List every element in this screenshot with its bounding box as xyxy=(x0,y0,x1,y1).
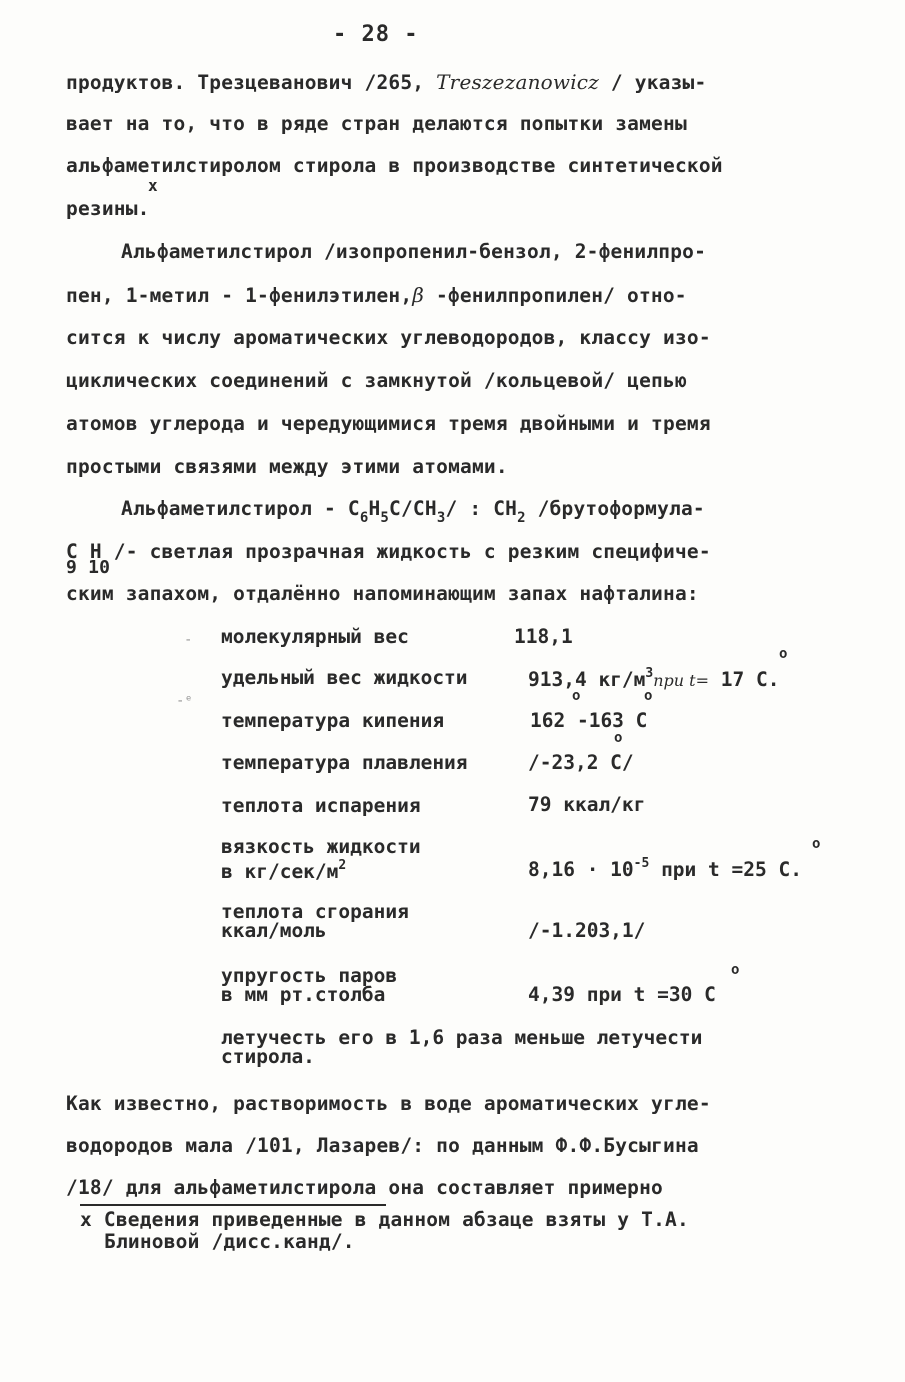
visc-label-2-text: в кг/сек/м xyxy=(221,860,339,883)
formula-ch: С Н xyxy=(66,540,102,563)
formula-ch2: / : СН xyxy=(445,497,518,520)
footnote-line-2: Блиновой /дисс.канд/. xyxy=(104,1230,355,1253)
comb-value: /-1.203,1/ xyxy=(528,919,646,942)
p1-line-1 xyxy=(66,70,706,94)
degree-mark: o xyxy=(572,688,581,704)
p2-line-2-text: пен, 1-метил - 1-фенилэтилен, xyxy=(66,284,413,307)
mw-label: молекулярный вес xyxy=(221,625,409,648)
p3-line-2 xyxy=(66,540,711,563)
p3-line-1-tail: /брутоформула- xyxy=(525,497,705,520)
visc-label-1: вязкость жидкости xyxy=(221,835,421,858)
p2-line-4: циклических соединений с замкнутой /кольцевой/ цепью xyxy=(66,369,687,392)
formula-h: Н xyxy=(368,497,381,520)
p3-line-1 xyxy=(121,497,705,526)
sub-3: 3 xyxy=(436,510,446,526)
sg-tail: 17 С. xyxy=(709,668,780,691)
footnote-rule xyxy=(80,1204,386,1206)
hv-label: теплота испарения xyxy=(221,794,421,817)
degree-mark: o xyxy=(614,730,623,746)
formula-subscripts: 9 10 xyxy=(66,557,111,578)
visc-tail: при t =25 С. xyxy=(649,858,802,881)
beta-symbol: β xyxy=(412,283,425,307)
degree-mark: o xyxy=(779,646,788,662)
comb-label-1: теплота сгорания xyxy=(221,900,409,923)
hv-value: 79 ккал/кг xyxy=(528,793,646,816)
page-number: - 28 - xyxy=(333,22,419,47)
bp-label: температура кипения xyxy=(221,709,445,732)
p2-line-3: сится к числу ароматических углеводородов, классу изо- xyxy=(66,326,711,349)
footnote-line-1: х Сведения приведенные в данном абзаце взяты у Т.А. xyxy=(80,1208,689,1231)
sub-6: 6 xyxy=(359,510,369,526)
p2-line-2-tail: -фенилпропилен/ отно- xyxy=(424,284,687,307)
bp-value: 162 -163 С xyxy=(530,709,648,732)
volatility-line-1: летучесть его в 1,6 раза меньше летучести xyxy=(221,1026,703,1049)
comb-label-2: ккал/моль xyxy=(221,919,327,942)
p3-line-3: ским запахом, отдалённо напоминающим запах нафталина: xyxy=(66,582,699,605)
mp-value: /-23,2 С/ xyxy=(528,751,634,774)
sg-value-text: 913,4 кг/м xyxy=(528,668,646,691)
handwritten-name: Treszezanowicz xyxy=(436,70,599,94)
sg-label: удельный вес жидкости xyxy=(221,666,468,689)
degree-mark: o xyxy=(644,688,653,704)
mp-label: температура плавления xyxy=(221,751,468,774)
visc-value-text: 8,16 · 10 xyxy=(528,858,634,881)
p2-line-2 xyxy=(66,283,687,307)
visc-value xyxy=(528,856,802,881)
p2-line-5: атомов углерода и чередующимися тремя двойными и тремя xyxy=(66,412,711,435)
vp-value: 4,39 при t =30 С xyxy=(528,983,716,1006)
visc-label-2 xyxy=(221,856,346,881)
mw-value: 118,1 xyxy=(514,625,573,648)
p3-line-2-text: /- светлая прозрачная жидкость с резким специфиче- xyxy=(101,540,711,563)
p4-line-3: /18/ для альфаметилстирола она составляет примерно xyxy=(66,1176,663,1199)
p1-line-1-tail: / указы- xyxy=(598,71,707,94)
sg-handwritten: при t= xyxy=(653,671,710,690)
p1-line-1-text: продуктов. Трезцеванович /265, xyxy=(66,71,437,94)
visc-exp: -5 xyxy=(633,856,650,871)
visc-label-sup: 2 xyxy=(338,858,347,873)
p1-line-3: альфаметилстиролом стирола в производстве синтетической xyxy=(66,154,723,177)
degree-mark: o xyxy=(731,962,740,978)
sg-value xyxy=(528,666,779,691)
vp-label-1: упругость паров xyxy=(221,964,398,987)
sub-2: 2 xyxy=(517,510,526,526)
formula-start: Альфаметилстирол - С xyxy=(121,497,360,520)
p2-line-6: простыми связями между этими атомами. xyxy=(66,455,508,478)
p1-line-4: резины. xyxy=(66,197,150,220)
p4-line-2: водородов мала /101, Лазарев/: по данным Ф.Ф.Бусыгина xyxy=(66,1134,699,1157)
vp-label-2: в мм рт.столба xyxy=(221,983,386,1006)
volatility-line-2: стирола. xyxy=(221,1045,315,1068)
sub-5: 5 xyxy=(380,510,390,526)
degree-mark: o xyxy=(812,836,821,852)
p4-line-1: Как известно, растворимость в воде ароматических угле- xyxy=(66,1092,711,1115)
sg-sup: 3 xyxy=(645,666,654,681)
speck-mark-2: -ᵉ xyxy=(176,693,193,709)
footnote-marker: x xyxy=(148,176,158,195)
formula-c-ch: С/СН xyxy=(389,497,437,520)
speck-mark: - xyxy=(184,632,193,648)
p1-line-2: вает на то, что в ряде стран делаются попытки замены xyxy=(66,112,687,135)
p2-line-1: Альфаметилстирол /изопропенил-бензол, 2-фенилпро- xyxy=(121,240,707,263)
